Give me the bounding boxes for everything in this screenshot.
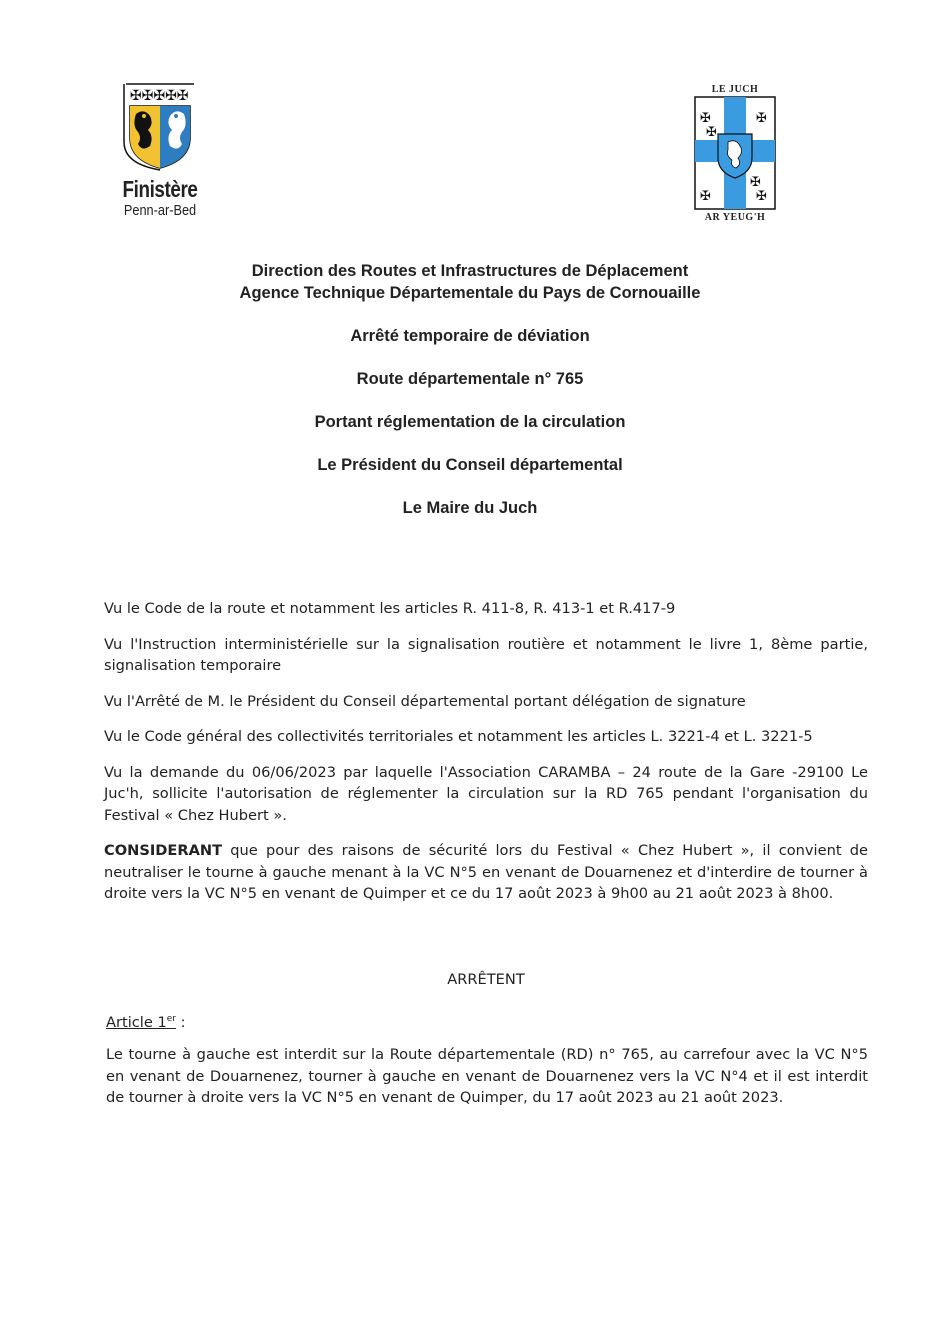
order-type: Arrêté temporaire de déviation <box>350 327 590 345</box>
le-juch-crest <box>690 84 780 226</box>
consideration-item: Vu la demande du 06/06/2023 par laquelle l'Association CARAMBA – 24 route de la Gare -29100 Le Juc'h, sollicite l'autorisation de réglementer la circulation sur la RD 765 pendant l'organisation du Festival « Chez Hubert ». <box>104 763 868 824</box>
authority-mayor: Le Maire du Juch <box>402 499 538 517</box>
svg-text:✠: ✠ <box>706 125 717 140</box>
finistere-subtitle: Penn-ar-Bed <box>123 202 197 219</box>
decree-title: ARRÊTENT <box>447 971 525 988</box>
subject-title: Portant réglementation de la circulation <box>314 413 626 431</box>
document-header <box>0 260 940 519</box>
considerant-keyword: CONSIDERANT <box>104 842 223 859</box>
considerant-paragraph <box>104 840 868 905</box>
road-title: Route départementale n° 765 <box>356 370 584 388</box>
consideration-item: Vu le Code de la route et notamment les articles R. 411-8, R. 413-1 et R.417-9 <box>104 600 676 617</box>
svg-text:✠✠✠✠✠: ✠✠✠✠✠ <box>130 88 189 104</box>
considerations-section <box>104 598 868 919</box>
le-juch-cross-icon <box>694 96 776 210</box>
consideration-item: Vu l'Instruction interministérielle sur la signalisation routière et notamment le livre 1, 8ème partie, signalisation temporaire <box>104 635 868 674</box>
agency-title: Agence Technique Départementale du Pays de Cornouaille <box>239 284 701 302</box>
finistere-logo <box>112 80 208 225</box>
svg-text:✠: ✠ <box>756 189 767 204</box>
authority-president: Le Président du Conseil départemental <box>317 456 623 474</box>
consideration-item: Vu le Code général des collectivités territoriales et notamment les articles L. 3221-4 et L. 3221-5 <box>104 728 813 745</box>
svg-text:✠: ✠ <box>756 111 767 126</box>
article-heading <box>106 1014 186 1031</box>
finistere-name: Finistère <box>122 176 198 202</box>
article-label: Article 1er <box>106 1014 176 1031</box>
crest-top-text: LE JUCH <box>711 84 759 95</box>
finistere-shield-icon <box>120 80 200 172</box>
crest-bottom-text: AR YEUG'H <box>704 212 766 223</box>
article-suffix: : <box>176 1014 186 1031</box>
direction-title: Direction des Routes et Infrastructures de Déplacement <box>251 262 689 280</box>
svg-text:✠: ✠ <box>750 175 761 190</box>
svg-text:✠: ✠ <box>700 111 711 126</box>
article-body: Le tourne à gauche est interdit sur la Route départementale (RD) n° 765, au carrefour avec la VC N°5 en venant de Douarnenez, tourner à gauche en venant de Douarnenez vers la VC N°4 et il est interdit de tourner à droite vers la VC N°5 en venant de Quimper, du 17 août 2023 au 21 août 2023. <box>106 1046 868 1106</box>
article-sup: er <box>166 1014 176 1025</box>
svg-text:✠: ✠ <box>700 189 711 204</box>
consideration-item: Vu l'Arrêté de M. le Président du Conseil départemental portant délégation de signature <box>104 692 746 710</box>
considerant-text: que pour des raisons de sécurité lors du Festival « Chez Hubert », il convient de neutraliser le tourne à gauche menant à la VC N°5 en venant de Douarnenez et d'interdire de tourner à droite vers la VC N°5 en venant de Quimper et ce du 17 août 2023 à 9h00 au 21 août 2023 à 8h00. <box>104 842 868 902</box>
